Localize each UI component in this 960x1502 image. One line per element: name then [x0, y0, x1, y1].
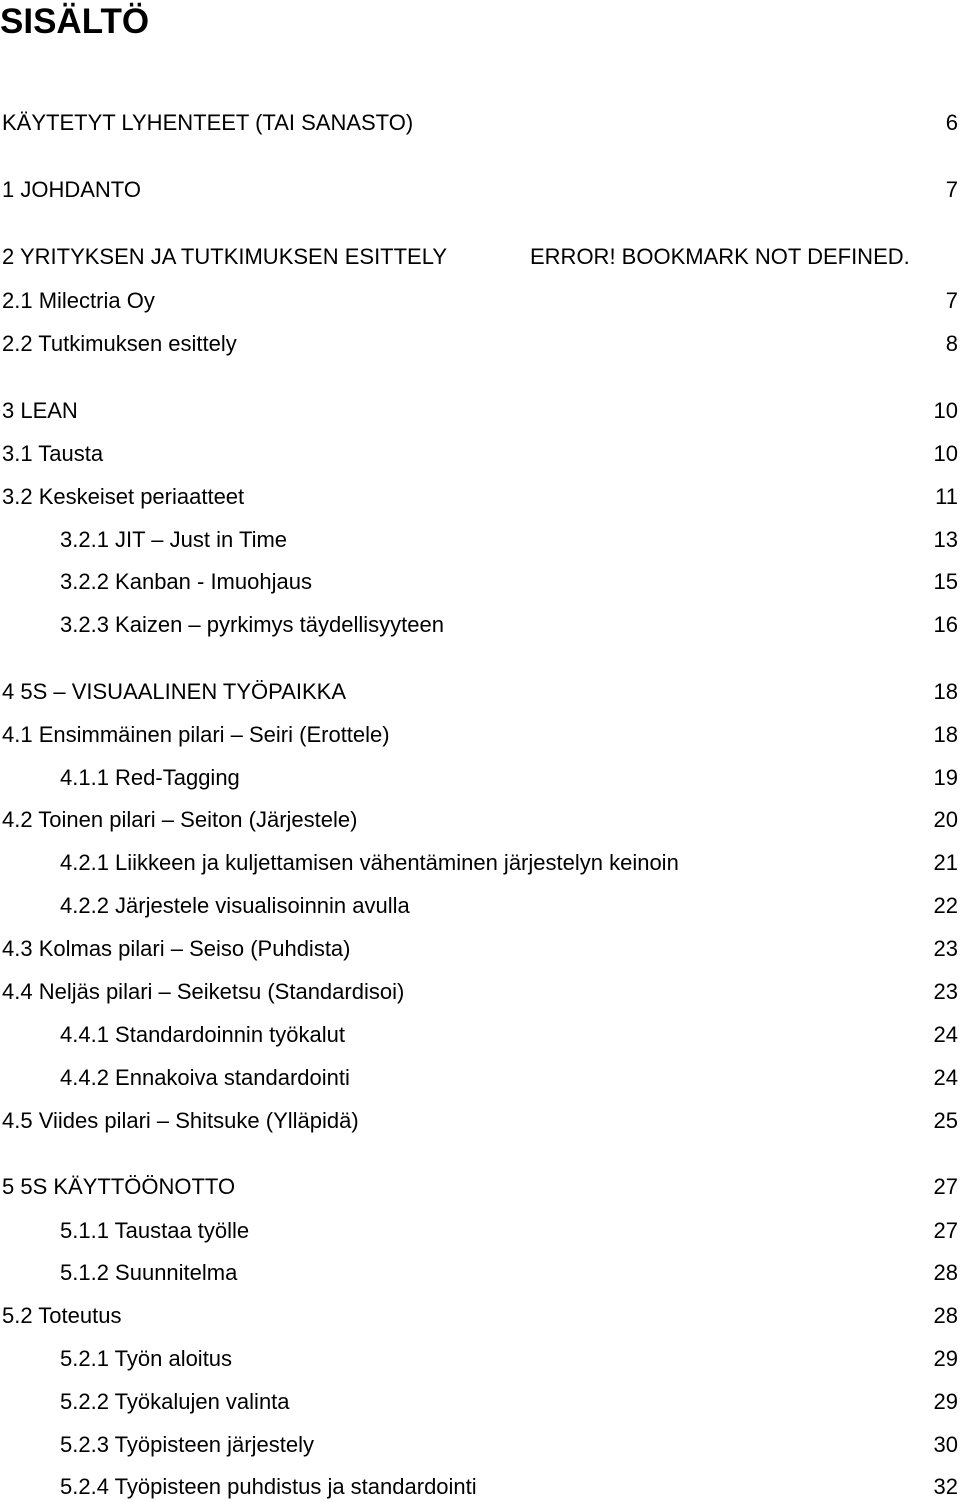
- toc-entry-page: 23: [933, 979, 958, 1004]
- toc-entry[interactable]: [0, 1387, 960, 1417]
- toc-entry-label: 2 YRITYKSEN JA TUTKIMUKSEN ESITTELY: [2, 244, 448, 269]
- toc-entry-label: 2.1 Milectria Oy: [2, 288, 155, 313]
- toc-entry-label: 5 5S KÄYTTÖÖNOTTO: [2, 1174, 236, 1199]
- toc-entry-label: 5.1.1 Taustaa työlle: [60, 1218, 250, 1243]
- toc-entry-page: 28: [933, 1260, 958, 1285]
- toc-entry-label: 3.2 Keskeiset periaatteet: [2, 484, 245, 509]
- toc-entry-page: 27: [933, 1174, 958, 1199]
- toc-entry[interactable]: [0, 1216, 960, 1246]
- toc-entry-page: 32: [933, 1474, 958, 1499]
- toc-entry[interactable]: [0, 525, 960, 555]
- toc-entry-label: 3.2.2 Kanban - Imuohjaus: [60, 569, 312, 594]
- toc-entry-page: 27: [933, 1218, 958, 1243]
- toc-entry-page: 18: [933, 722, 958, 747]
- toc-entry-label: 1 JOHDANTO: [2, 177, 141, 202]
- toc-entry[interactable]: [0, 567, 960, 597]
- toc-entry[interactable]: [0, 720, 960, 750]
- toc-entry-page: 24: [933, 1022, 958, 1047]
- toc-entry[interactable]: [0, 482, 960, 512]
- toc-entry[interactable]: [0, 396, 960, 426]
- toc-entry-label: 3 LEAN: [2, 398, 78, 423]
- toc-entry-page: 11: [935, 484, 958, 509]
- toc-entry-page: 28: [933, 1303, 958, 1328]
- toc-entry[interactable]: [0, 848, 960, 878]
- toc-entry-page: 10: [933, 441, 958, 466]
- toc-entry-label: 4.3 Kolmas pilari – Seiso (Puhdista): [2, 936, 351, 961]
- toc-entry-page: 29: [933, 1346, 958, 1371]
- toc-entry[interactable]: [0, 286, 960, 316]
- toc-entry-label: 3.2.3 Kaizen – pyrkimys täydellisyyteen: [60, 612, 444, 637]
- toc-entry-page: 23: [933, 936, 958, 961]
- toc-entry-label: 4.2 Toinen pilari – Seiton (Järjestele): [2, 807, 358, 832]
- toc-entry-label: 4.1.1 Red-Tagging: [60, 765, 240, 790]
- toc-entry[interactable]: [0, 891, 960, 921]
- toc-entry[interactable]: [0, 329, 960, 359]
- toc-entry-page: 15: [933, 569, 958, 594]
- toc-entry-page: 16: [933, 612, 958, 637]
- toc-entry-label: 3.1 Tausta: [2, 441, 104, 466]
- page-title: SISÄLTÖ: [0, 2, 150, 41]
- toc-entry[interactable]: [0, 1472, 960, 1502]
- toc-entry-page: 19: [933, 765, 958, 790]
- toc-entry[interactable]: [0, 610, 960, 640]
- toc-entry-label: 3.2.1 JIT – Just in Time: [60, 527, 288, 552]
- toc-entry[interactable]: [0, 1430, 960, 1460]
- toc-entry-label: 4.5 Viides pilari – Shitsuke (Ylläpidä): [2, 1108, 359, 1133]
- toc-entry-page: 24: [933, 1065, 958, 1090]
- toc-entry-page: 20: [933, 807, 958, 832]
- toc-entry-label: 4.2.2 Järjestele visualisoinnin avulla: [60, 893, 410, 918]
- toc-entry[interactable]: [0, 763, 960, 793]
- toc-entry-label: KÄYTETYT LYHENTEET (TAI SANASTO): [2, 110, 414, 135]
- toc-entry-page: 7: [945, 177, 958, 202]
- toc-entry[interactable]: [0, 175, 960, 205]
- toc-entry[interactable]: [0, 677, 960, 707]
- toc-entry-label: 4.2.1 Liikkeen ja kuljettamisen vähentäminen järjestelyn keinoin: [60, 850, 679, 875]
- toc-entry-page: 29: [933, 1389, 958, 1414]
- toc-entry-page: 30: [933, 1432, 958, 1457]
- toc-entry[interactable]: [0, 1172, 960, 1202]
- toc-entry[interactable]: [0, 805, 960, 835]
- toc-entry-label: 5.1.2 Suunnitelma: [60, 1260, 238, 1285]
- toc-entry-error-note: ERROR! BOOKMARK NOT DEFINED.: [530, 244, 910, 269]
- toc-entry-label: 5.2.4 Työpisteen puhdistus ja standardointi: [60, 1474, 477, 1499]
- toc-entry-label: 5.2.2 Työkalujen valinta: [60, 1389, 290, 1414]
- toc-entry-label: 4.1 Ensimmäinen pilari – Seiri (Erottele): [2, 722, 390, 747]
- toc-entry-page: 13: [933, 527, 958, 552]
- toc-entry-page: 7: [945, 288, 958, 313]
- toc-entry[interactable]: [0, 1020, 960, 1050]
- toc-entry-page: 25: [933, 1108, 958, 1133]
- toc-entry[interactable]: [0, 1258, 960, 1288]
- toc-entry-label: 4 5S – VISUAALINEN TYÖPAIKKA: [2, 679, 346, 704]
- toc-entry-label: 5.2.1 Työn aloitus: [60, 1346, 233, 1371]
- toc-entry[interactable]: [0, 439, 960, 469]
- toc-entry[interactable]: [0, 242, 960, 272]
- toc-entry-page: 21: [933, 850, 958, 875]
- toc-entry[interactable]: [0, 977, 960, 1007]
- toc-entry-label: 4.4 Neljäs pilari – Seiketsu (Standardisoi): [2, 979, 405, 1004]
- toc-entry[interactable]: [0, 1301, 960, 1331]
- toc-entry-label: 5.2.3 Työpisteen järjestely: [60, 1432, 314, 1457]
- toc-entry[interactable]: [0, 1106, 960, 1136]
- toc-entry-page: 6: [945, 110, 958, 135]
- toc-entry-page: 8: [945, 331, 958, 356]
- toc-entry-label: 2.2 Tutkimuksen esittely: [2, 331, 237, 356]
- toc-entry-page: 22: [933, 893, 958, 918]
- toc-entry[interactable]: [0, 108, 960, 138]
- toc-entry[interactable]: [0, 934, 960, 964]
- toc-entry-page: 18: [933, 679, 958, 704]
- toc-entry-label: 4.4.1 Standardoinnin työkalut: [60, 1022, 345, 1047]
- toc-entry[interactable]: [0, 1063, 960, 1093]
- toc-entry-page: 10: [933, 398, 958, 423]
- toc-entry-label: 5.2 Toteutus: [2, 1303, 122, 1328]
- toc-entry[interactable]: [0, 1344, 960, 1374]
- toc-entry-label: 4.4.2 Ennakoiva standardointi: [60, 1065, 350, 1090]
